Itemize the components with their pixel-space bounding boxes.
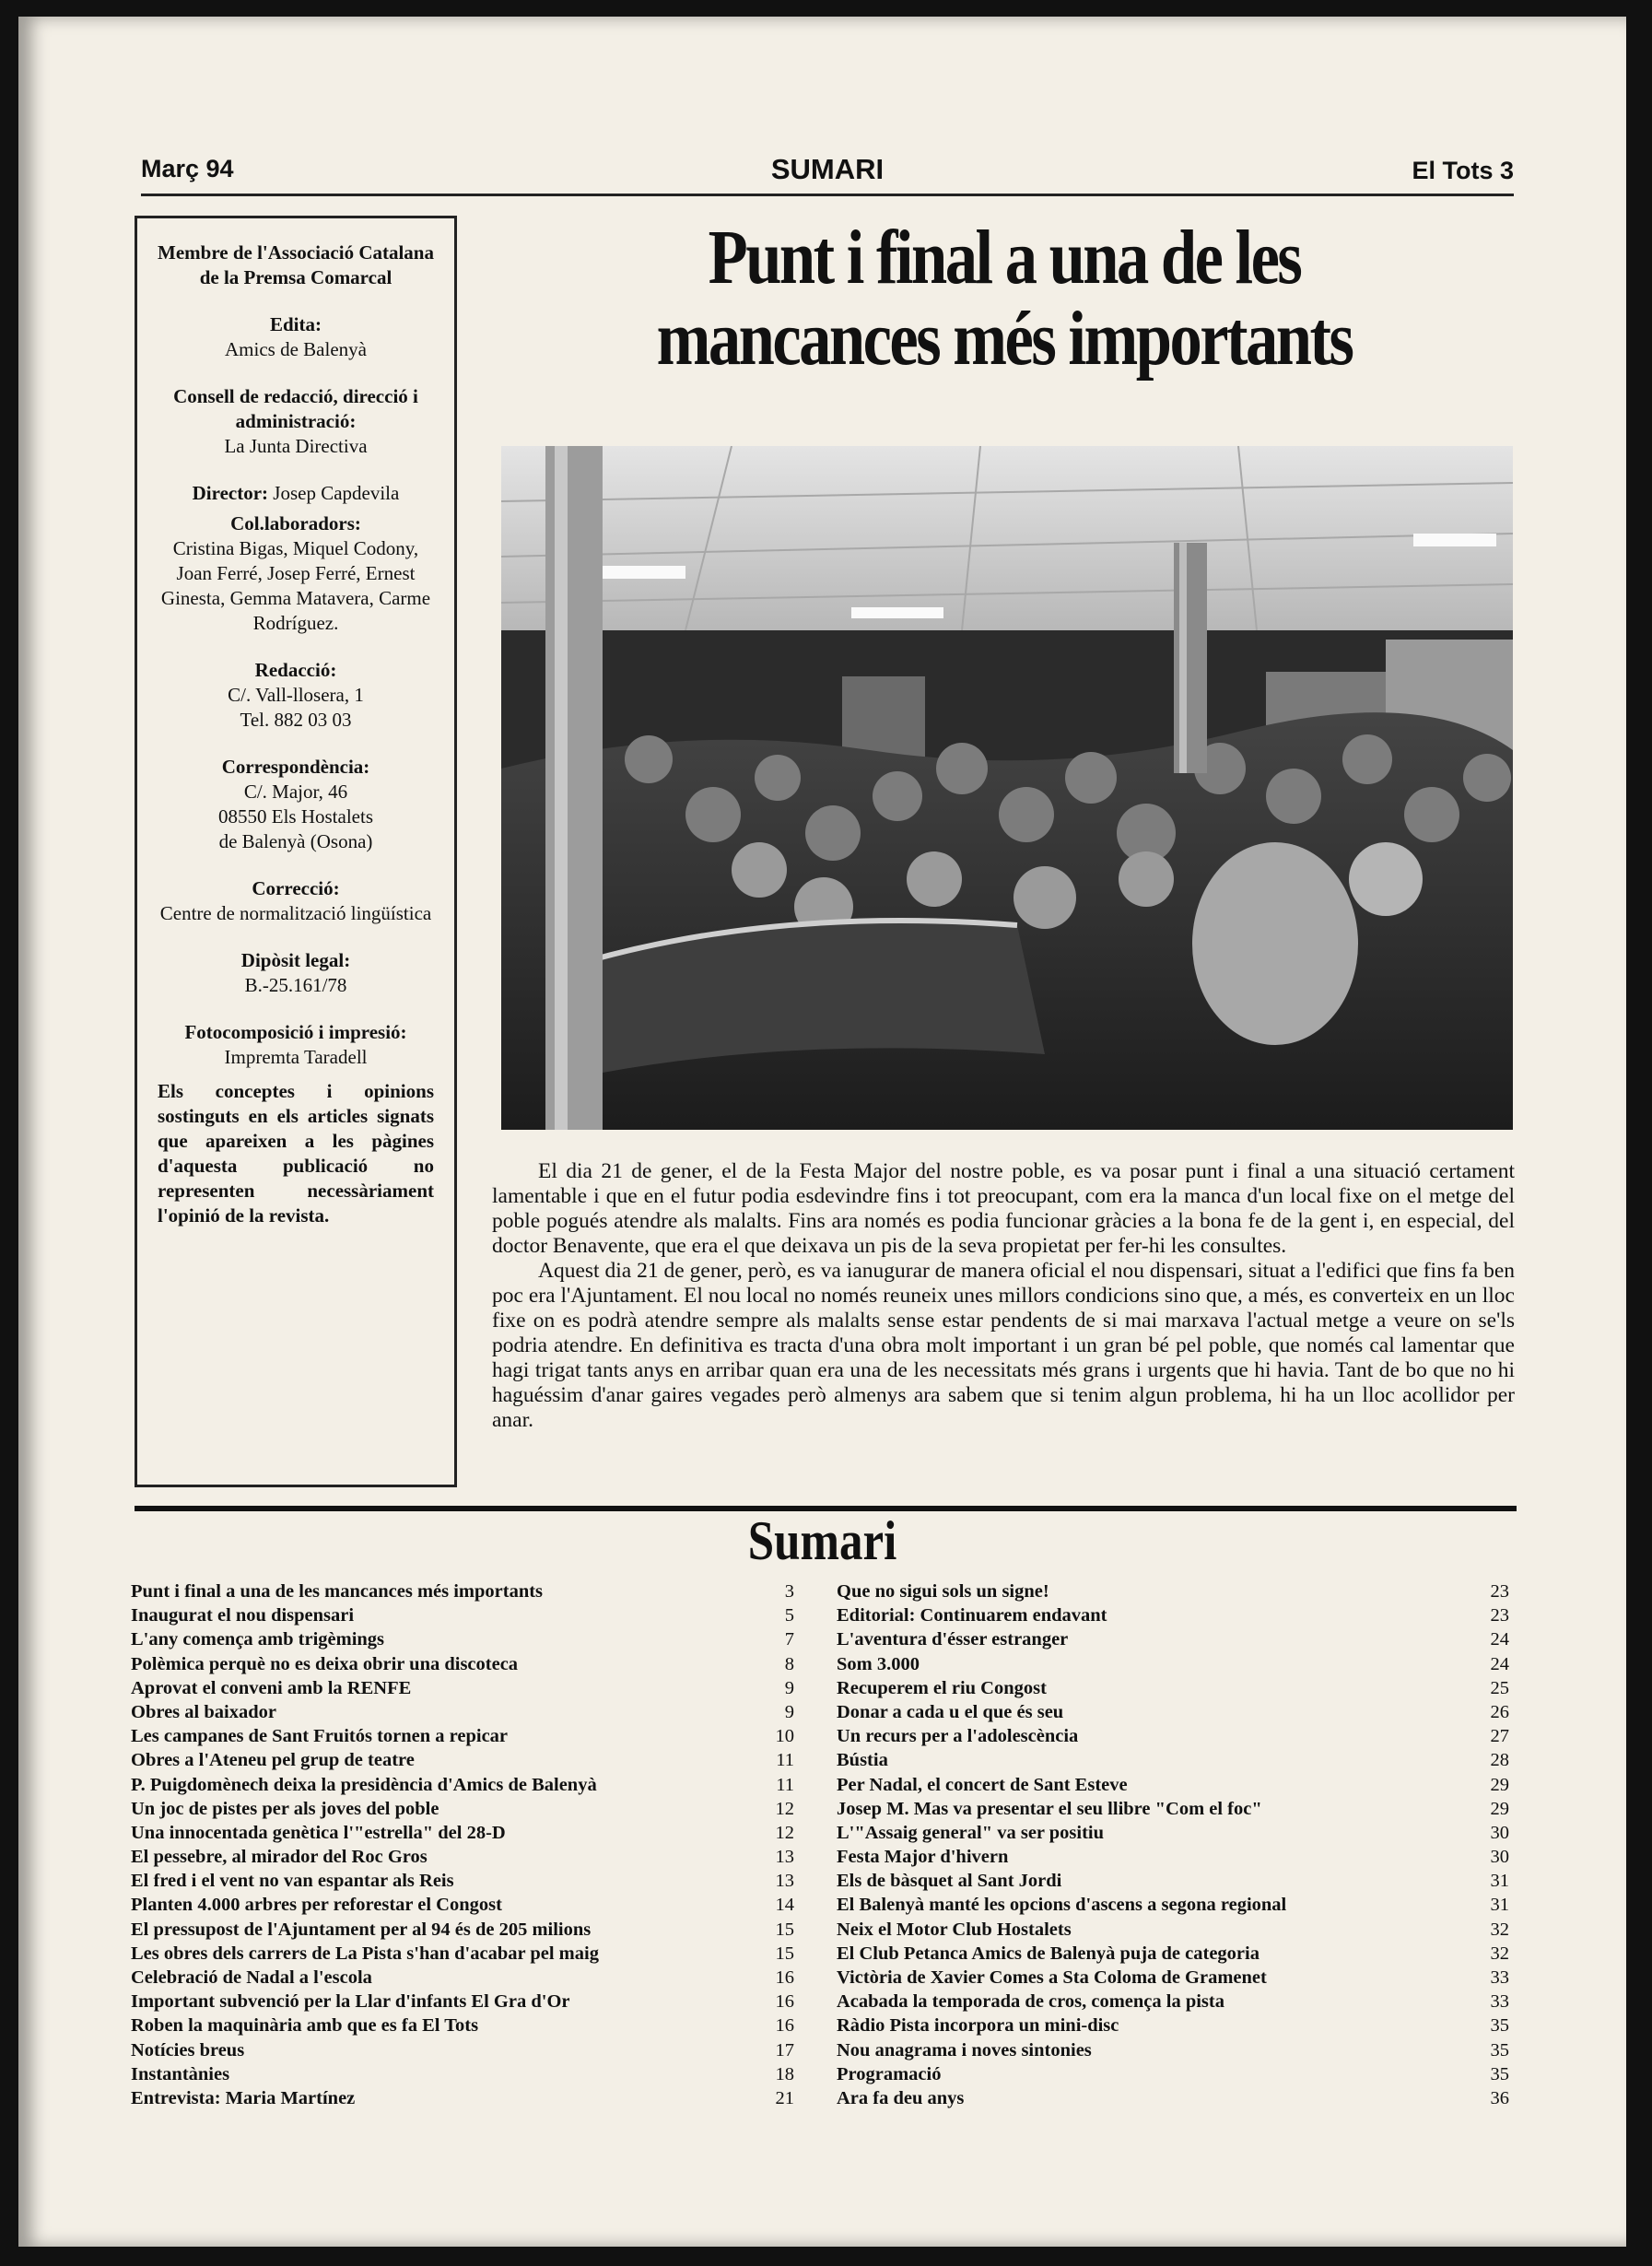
toc-entry-title: Important subvenció per la Llar d'infants El Gra d'Or	[131, 1991, 570, 2013]
toc-entry-page: 12	[775, 1798, 794, 1819]
toc-entry	[131, 1893, 794, 1917]
toc-entry-title: Obres a l'Ateneu pel grup de teatre	[131, 1750, 415, 1771]
toc-entry-page: 15	[775, 1919, 794, 1940]
article-title: Punt i final a una de les mancances més importants	[656, 215, 1353, 382]
toc-entry	[837, 1627, 1509, 1651]
toc-entry-title: El pressupost de l'Ajuntament per al 94 és de 205 milions	[131, 1919, 592, 1940]
toc-entry-title: Celebració de Nadal a l'escola	[131, 1967, 372, 1988]
toc-entry	[131, 2038, 794, 2062]
toc-entry-page: 23	[1490, 1581, 1509, 1602]
toc-entry	[837, 1579, 1509, 1603]
correspondencia: Correspondència: C/. Major, 46 08550 Els Hostalets de Balenyà (Osona)	[218, 756, 373, 852]
toc-entry	[837, 1773, 1509, 1797]
toc-entry-title: El Club Petanca Amics de Balenyà puja de categoria	[837, 1943, 1260, 1964]
toc-entry-page: 24	[1490, 1629, 1509, 1650]
crowd-photo-illustration	[501, 446, 1513, 1130]
toc-entry-page: 16	[775, 1991, 794, 2013]
toc-entry-page: 32	[1490, 1943, 1509, 1964]
toc-entry	[837, 1652, 1509, 1676]
toc-entry-page: 5	[784, 1605, 794, 1626]
toc-entry-page: 14	[775, 1895, 794, 1916]
toc-entry	[131, 1700, 794, 1724]
toc-entry-page: 27	[1490, 1726, 1509, 1747]
toc-entry	[837, 1724, 1509, 1748]
membership: Membre de l'Associació Catalana de la Premsa Comarcal	[158, 241, 434, 288]
toc-entry	[131, 2014, 794, 2037]
toc-entry-title: Ara fa deu anys	[837, 2087, 965, 2108]
toc-entry	[837, 2014, 1509, 2037]
redaccio: Redacció: C/. Vall-llosera, 1 Tel. 882 03 03	[228, 659, 364, 731]
page-header	[141, 136, 1514, 196]
toc-entry	[837, 1821, 1509, 1845]
toc-entry-title: L'"Assaig general" va ser positiu	[837, 1822, 1105, 1843]
toc-entry-title: Planten 4.000 arbres per reforestar el Congost	[131, 1895, 502, 1916]
toc-entry	[131, 1869, 794, 1893]
consell: Consell de redacció, direcció i administració: La Junta Directiva	[173, 385, 418, 457]
toc-entry-page: 11	[776, 1750, 794, 1771]
toc-entry-title: Un recurs per a l'adolescència	[837, 1726, 1079, 1747]
toc-entry-page: 31	[1490, 1871, 1509, 1892]
toc-entry-page: 18	[775, 2063, 794, 2084]
toc-entry-page: 13	[775, 1871, 794, 1892]
toc-entry-title: El fred i el vent no van espantar als Reis	[131, 1871, 454, 1892]
toc-entry	[837, 1893, 1509, 1917]
toc-entry	[131, 1797, 794, 1821]
toc-entry-title: L'any comença amb trigèmings	[131, 1629, 385, 1650]
toc-entry-page: 15	[775, 1943, 794, 1964]
disclaimer: Els conceptes i opinions sostinguts en els articles signats que apareixen a les pàgines d'aquesta publicació no representen necessàriament l'opinió de la revista.	[158, 1080, 434, 1227]
toc-entry	[837, 1845, 1509, 1869]
toc-entry-page: 28	[1490, 1750, 1509, 1771]
toc-entry-title: Les obres dels carrers de La Pista s'han d'acabar pel maig	[131, 1943, 599, 1964]
toc-entry-page: 23	[1490, 1605, 1509, 1626]
toc-entry-page: 17	[775, 2039, 794, 2061]
toc-entry	[837, 2086, 1509, 2110]
toc-entry-page: 10	[775, 1726, 794, 1747]
toc-entry-title: Donar a cada u el que és seu	[837, 1701, 1064, 1722]
fotocomposicio: Fotocomposició i impresió: Impremta Taradell	[184, 1021, 407, 1068]
toc-entry-title: Les campanes de Sant Fruitós tornen a repicar	[131, 1726, 509, 1747]
toc-entry-title: El Balenyà manté les opcions d'ascens a segona regional	[837, 1895, 1287, 1916]
toc-entry	[131, 1627, 794, 1651]
toc-entry-title: Festa Major d'hivern	[837, 1847, 1009, 1868]
toc-entry-title: Notícies breus	[131, 2039, 245, 2061]
toc-entry	[131, 1918, 794, 1942]
toc-entry-title: Recuperem el riu Congost	[837, 1677, 1047, 1698]
toc-entry-title: Instantànies	[131, 2063, 230, 2084]
toc-entry-page: 26	[1490, 1701, 1509, 1722]
toc-entry-title: Nou anagrama i noves sintonies	[837, 2039, 1092, 2061]
toc-entry-page: 24	[1490, 1653, 1509, 1674]
toc-entry-page: 29	[1490, 1774, 1509, 1795]
toc-entry-title: Entrevista: Maria Martínez	[131, 2087, 356, 2108]
toc-entry-page: 13	[775, 1847, 794, 1868]
toc-entry-title: Editorial: Continuarem endavant	[837, 1605, 1107, 1626]
toc-entry-page: 33	[1490, 1991, 1509, 2013]
toc-entry	[837, 1748, 1509, 1772]
toc-entry	[131, 1603, 794, 1627]
director: Director: Josep Capdevila	[192, 482, 400, 504]
toc-entry	[131, 1966, 794, 1990]
toc-entry-page: 31	[1490, 1895, 1509, 1916]
section-title: SUMARI	[770, 153, 885, 185]
toc-entry-title: Polèmica perquè no es deixa obrir una discoteca	[131, 1653, 519, 1674]
toc-entry	[131, 1773, 794, 1797]
toc-entry-page: 11	[776, 1774, 794, 1795]
toc-entry	[837, 1700, 1509, 1724]
toc-entry-page: 35	[1490, 2039, 1509, 2061]
toc-entry	[131, 1748, 794, 1772]
toc-entry-page: 29	[1490, 1798, 1509, 1819]
toc-entry-title: Un joc de pistes per als joves del poble	[131, 1798, 439, 1819]
edita: Edita: Amics de Balenyà	[225, 313, 367, 360]
article-body	[492, 1159, 1515, 1433]
article-paragraph: El dia 21 de gener, el de la Festa Major del nostre poble, es va posar punt i final a una situació certament lamentable i que en el futur podia esdevindre fins i tot preocupant, com era la manca d'un local fixe on el metge del poble pogués atendre als malalts. Fins ara només es podia funcionar gràcies a la bona fe de la gent i, en especial, del doctor Benavente, que era el que deixava un pis de la seva propietat per fer-hi les consultes.	[492, 1159, 1515, 1258]
toc-entry-page: 30	[1490, 1822, 1509, 1843]
issue-date: Març 94	[141, 155, 234, 182]
toc-entry-title: Obres al baixador	[131, 1701, 276, 1722]
toc-entry-page: 35	[1490, 2015, 1509, 2037]
toc-entry	[837, 2062, 1509, 2086]
toc-entry-title: Roben la maquinària amb que es fa El Tots	[131, 2015, 479, 2037]
toc-entry	[131, 1579, 794, 1603]
toc-entry-page: 33	[1490, 1967, 1509, 1988]
toc-left-column	[131, 1579, 794, 2110]
toc-entry	[131, 1942, 794, 1966]
toc-entry-page: 35	[1490, 2063, 1509, 2084]
toc-entry-title: Victòria de Xavier Comes a Sta Coloma de Gramenet	[837, 1967, 1267, 1988]
toc-entry	[131, 2086, 794, 2110]
toc-entry-page: 36	[1490, 2087, 1509, 2108]
toc-entry-title: Bústia	[837, 1750, 888, 1771]
toc-entry-title: Punt i final a una de les mancances més importants	[131, 1581, 544, 1602]
toc-entry-title: L'aventura d'ésser estranger	[837, 1629, 1069, 1650]
toc-entry-page: 8	[784, 1653, 794, 1674]
toc-entry	[837, 1918, 1509, 1942]
toc-entry-title: Acabada la temporada de cros, comença la pista	[837, 1991, 1224, 2013]
toc-entry-title: Que no sigui sols un signe!	[837, 1581, 1049, 1602]
toc-entry-title: Programació	[837, 2063, 942, 2084]
toc-entry-title: Aprovat el conveni amb la RENFE	[131, 1677, 412, 1698]
toc-entry-page: 9	[784, 1677, 794, 1698]
collaborators: Col.laboradors: Cristina Bigas, Miquel Codony, Joan Ferré, Josep Ferré, Ernest Ginesta, Gemma Matavera, Carme Rodríguez.	[160, 512, 431, 634]
toc-entry	[837, 1869, 1509, 1893]
toc-entry	[837, 1966, 1509, 1990]
toc-entry-page: 16	[775, 1967, 794, 1988]
sumari-heading: Sumari	[747, 1510, 897, 1571]
toc-entry	[131, 1676, 794, 1700]
toc-entry-title: Els de bàsquet al Sant Jordi	[837, 1871, 1062, 1892]
toc-entry-title: Una innocentada genètica l'"estrella" del 28-D	[131, 1822, 506, 1843]
toc-entry-title: Per Nadal, el concert de Sant Esteve	[837, 1774, 1128, 1795]
toc-entry-page: 32	[1490, 1919, 1509, 1940]
toc-entry-title: Josep M. Mas va presentar el seu llibre "Com el foc"	[837, 1798, 1262, 1819]
toc-entry	[131, 1724, 794, 1748]
toc-entry-page: 30	[1490, 1847, 1509, 1868]
toc-entry	[837, 2038, 1509, 2062]
correccio: Correcció: Centre de normalització lingüística	[159, 877, 432, 924]
magazine-page	[18, 17, 1626, 2247]
toc-entry-title: Neix el Motor Club Hostalets	[837, 1919, 1072, 1940]
toc-entry	[131, 1821, 794, 1845]
toc-entry-page: 12	[775, 1822, 794, 1843]
toc-entry-page: 9	[784, 1701, 794, 1722]
toc-entry	[131, 1652, 794, 1676]
toc-entry-page: 16	[775, 2015, 794, 2037]
toc-entry	[131, 2062, 794, 2086]
dispensary-photo	[501, 446, 1513, 1130]
toc-entry-title: Som 3.000	[837, 1653, 920, 1674]
page-number: El Tots 3	[1412, 157, 1514, 184]
article-paragraph: Aquest dia 21 de gener, però, es va ianugurar de manera oficial el nou dispensari, situat a l'edifici que fins fa ben poc era l'Ajuntament. El nou local no només reuneix unes millors condicions sino que, a més, es converteix en un lloc fixe on es podrà atendre sempre als malalts sense estar pendents de si mai marxava l'actual metge a veure on se'ls podria atendre. En definitiva es tracta d'una obra molt important i un gran bé pel poble, que només cal lamentar que hagi trigat tants anys en arribar quan era una de les necessitats més grans i urgents que hi havia. Tant de bo que no hi haguéssim d'anar gaires vegades però almenys ara sabem que si tenim algun problema, hi ha un lloc acollidor per anar.	[492, 1259, 1515, 1432]
toc-entry	[837, 1603, 1509, 1627]
toc-entry	[837, 1990, 1509, 2014]
toc-entry-title: Ràdio Pista incorpora un mini-disc	[837, 2015, 1119, 2037]
toc-entry	[837, 1676, 1509, 1700]
toc-entry-page: 3	[784, 1581, 794, 1602]
toc-entry-title: P. Puigdomènech deixa la presidència d'Amics de Balenyà	[131, 1774, 597, 1795]
toc-entry	[837, 1797, 1509, 1821]
toc-entry	[837, 1942, 1509, 1966]
toc-entry-page: 21	[775, 2087, 794, 2108]
toc-entry	[131, 1990, 794, 2014]
toc-right-column	[837, 1579, 1509, 2110]
toc-entry-title: El pessebre, al mirador del Roc Gros	[131, 1847, 428, 1868]
diposit-legal: Dipòsit legal: B.-25.161/78	[240, 949, 351, 996]
credits-box	[135, 216, 457, 1487]
toc-entry-page: 7	[784, 1629, 794, 1650]
toc-entry-title: Inaugurat el nou dispensari	[131, 1605, 355, 1626]
toc-entry	[131, 1845, 794, 1869]
toc-entry-page: 25	[1490, 1677, 1509, 1698]
